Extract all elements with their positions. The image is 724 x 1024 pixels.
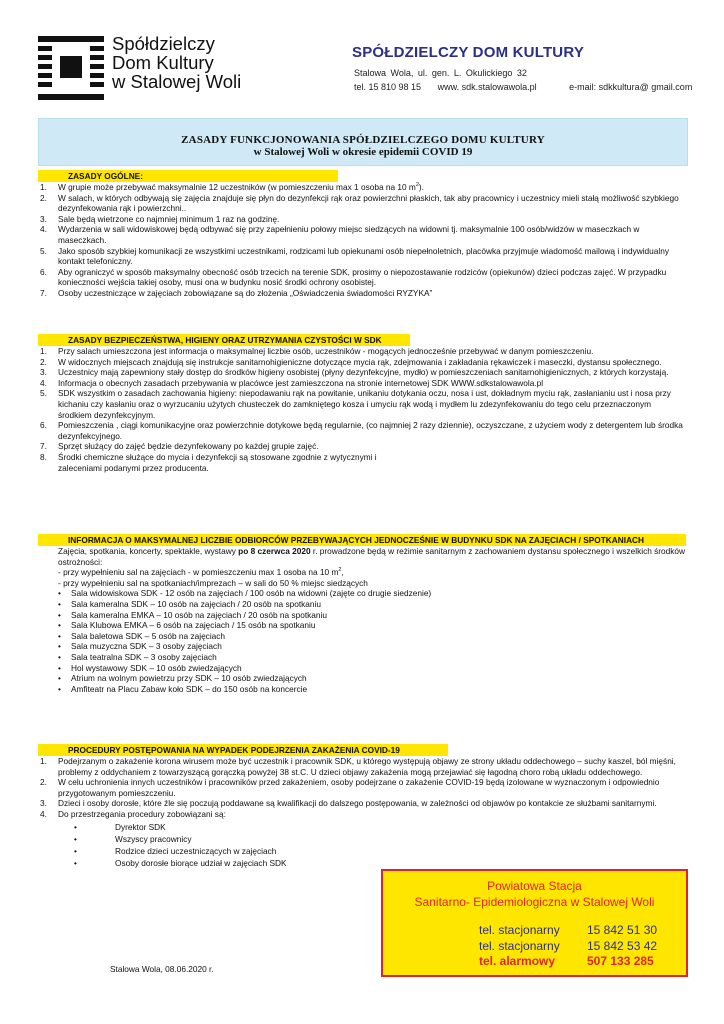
list-item: • Sala muzyczna SDK – 3 osoby zajęciach [38,641,686,652]
org-address: Stalowa Wola, ul. gen. L. Okulickiego 32 [354,68,527,78]
org-title: SPÓŁDZIELCZY DOM KULTURY [352,44,585,61]
list-item: 1. Podejrzanym o zakażenie korona wirusem może być uczestnik i pracownik SDK, u którego występują objawy ze strony układu oddechowego – suchy kaszel, ból mięśni, problemy z oddychaniem z towarzyszącą gorączką powyżej 38 st.C. U dzieci objawy zakażenia mogą przejawiać się łagodną choro robą układu oddechowego. [40,756,676,777]
org-contact-line [354,82,692,92]
section-general-rules [38,170,686,299]
rules-list [38,182,686,299]
list-item: 1. Przy salach umieszczona jest informacja o maksymalnej liczbie osób, uczestników - mogących jednocześnie przebywać w danym pomieszczeniu. [40,346,594,356]
phone-number[interactable]: 15 842 53 42 [587,939,658,953]
sdk-logo-icon [38,36,104,100]
list-item: • Sala teatralna SDK – 3 osoby zajęciach [38,652,686,663]
phone-label: tel. stacjonarny [479,923,560,937]
list-item: • Hol wystawowy SDK – 10 osób zwiedzających [38,663,686,674]
section-heading: ZASADY OGÓLNE: [38,170,338,182]
banner-title: ZASADY FUNKCJONOWANIA SPÓŁDZIELCZEGO DOMU KULTURY [181,134,545,146]
procedure-list [38,756,686,820]
list-item: 8. Środki chemiczne służące do mycia i dezynfekcji są stosowane zgodnie z wytycznymi i zaleceniami podanymi przez producenta. [40,451,377,473]
logo-line-1: Spółdzielczy [112,33,215,54]
list-item: • Atrium na wolnym powietrzu przy SDK – 10 osób zwiedzających [38,673,686,684]
section-covid-procedures [38,744,686,869]
place-and-date: Stalowa Wola, 08.06.2020 r. [110,964,214,974]
phone-label: tel. stacjonarny [479,939,560,953]
list-item: • Sala kameralna EMKA – 10 osób na zajęciach / 20 osób na spotkaniu [38,610,686,621]
contact-box-title: Powiatowa Stacja [487,879,582,893]
list-item: • Sala widowiskowa SDK - 12 osób na zajęciach / 100 osób na widowni (zajęte co drugie siedzenie) [38,588,686,599]
list-item: 4. Wydarzenia w sali widowiskowej będą odbywać się przy zapełnieniu połowy miejsc siedzących na widowni tj. maksymalnie 100 osób/widzów w maseczkach w maseczkach. [40,224,640,245]
list-item: 7. Sprzęt służący do zajęć będzie dezynfekowany po każdej grupie zajęć. [40,441,319,452]
list-item: 3. Sale będą wietrzone co najmniej minimum 1 raz na godzinę. [40,213,280,224]
list-item: • Rodzice dzieci uczestniczących w zajęciach [38,845,686,857]
capacity-rule-1: - przy wypełnieniu sal na zajęciach - w pomieszczeniu max 1 osoba na 10 $m^2$, [58,567,344,578]
alarm-phone-row [479,954,654,968]
room-capacity-list [38,588,686,694]
phone-label: tel. alarmowy [479,954,556,968]
phone-number[interactable]: 507 133 285 [587,954,654,968]
list-item: • Sala kameralna SDK – 10 osób na zajęciach / 20 osób na spotkaniu [38,599,686,610]
logo-line-3: w Stalowej Woli [112,71,242,92]
list-item: • Amfiteatr na Placu Zabaw koło SDK – do 150 osób na koncercie [38,684,686,695]
sanitary-station-contact-box [381,869,688,977]
list-item: • Sala baletowa SDK – 5 osób na zajęciach [38,631,686,642]
list-item: 6. Aby ograniczyć w sposób maksymalny obecność osób trzecich na terenie SDK, prosimy o niepozostawanie rodziców (opiekunów) dzieci podczas zajęć. W przypadku konieczności wejścia takiej osoby, musi ona w budynku nosić środki ochrony osobistej. [40,266,667,288]
section-safety-hygiene [38,334,686,473]
org-website[interactable]: www. sdk.stalowawola.pl [437,82,537,92]
phone-row [479,939,657,953]
contact-box-subtitle: Sanitarno- Epidemiologiczna w Stalowej Woli [414,895,655,909]
responsible-persons-list [38,821,686,869]
hygiene-list [38,346,686,473]
section-capacity-info [38,534,686,694]
list-item: 4. Informacja o obecnych zasadach przebywania w placówce jest zamieszczona na stronie internetowej SDK WWW.sdkstalowawola.pl [40,377,544,388]
capacity-intro: Zajęcia, spotkania, koncerty, spektakle, wystawy po 8 czerwca 2020 r. prowadzone będą w reżimie sanitarnym z zachowaniem dystansu społecznego i wszelkich środków ostrożności: [58,546,686,567]
section-heading: INFORMACJA O MAKSYMALNEJ LICZBIE ODBIORCÓW PRZEBYWAJĄCYCH JEDNOCZEŚNIE W BUDYNKU SDK NA ZAJĘCIACH / SPOTKANIACH [38,534,686,546]
list-item: • Osoby dorosłe biorące udział w zajęciach SDK [38,857,686,869]
banner-subtitle: w Stalowej Woli w okresie epidemii COVID 19 [253,146,473,158]
list-item: 2. W celu uchronienia innych uczestników i pracowników przed zakażeniem, osoby podejrzane o zakażenie COVID-19 będą izolowane w wyznaczonym i odpowiednio przygotowanym pomieszczeniu. [40,777,660,798]
list-item: 4. Do przestrzegania procedury zobowiązani są: [40,808,226,819]
list-item: • Wszyscy pracownicy [38,833,686,845]
org-phone: tel. 15 810 98 15 [354,82,422,92]
capacity-rule-2: - przy wypełnieniu sal na spotkaniach/imprezach – w sali do 50 % miejsc siedzących [58,577,368,588]
list-item: 2. W widocznych miejscach znajdują się instrukcje sanitarnohigieniczne dotyczące mycia rąk, zdejmowania i zakładania rękawiczek i maseczki, dystansu społecznego. [40,356,662,367]
section-heading: PROCEDURY POSTĘPOWANIA NA WYPADEK PODEJRZENIA ZAKAŻENIA COVID-19 [38,744,448,756]
list-item: 5. SDK wszystkim o zasadach zachowania higieny: niepodawaniu rąk na powitanie, unikaniu dotykania oczu, nosa i ust, dokładnym myciu rąk, zasłanianiu ust i nosa przy kichaniu czy kasłaniu oraz o wyrzucaniu użytych chusteczek do zamkniętego kosza i umyciu rąk wodą i mydłem lu zdezynfekowaniu do tego celu przeznaczonym środkiem dezynfekcyjnym. [40,388,671,420]
list-item: 3. Dzieci i osoby dorosłe, które źle się poczują poddawane są kwalifikacji do dalszego postępowania, w zależności od objawów po kontakcie ze służbami sanitarnymi. [40,798,657,809]
list-item: 6. Pomieszczenia , ciągi komunikacyjne oraz powierzchnie dotykowe będą regularnie, (co najmniej 2 razy dziennie), oczyszczane, z użyciem wody z detergentem lub środka dezynfekcyjnego. [40,420,683,441]
title-banner [38,118,688,166]
logo-wordmark [112,34,241,91]
list-item: 7. Osoby uczestniczące w zajęciach zobowiązane są do złożenia „Oświadczenia świadomości RYZYKA” [40,287,433,298]
list-item: 2. W salach, w których odbywają się zajęcia znajduje się płyn do dezynfekcji rąk oraz powierzchni płaskich, tak aby pracownicy i uczestnicy mieli stałą możliwość szybkiego dezynfekowania rąk i powierzchni.. [40,192,679,214]
list-item: 3. Uczestnicy mają zapewniony stały dostęp do środków higieny osobistej (płyny dezynfekcyjne, mydło) w pomieszczeniach sanitarnohigienicznych, z których korzystają. [40,367,669,378]
phone-number[interactable]: 15 842 51 30 [587,923,658,937]
logo-line-2: Dom Kultury [112,52,214,73]
list-item: • Sala Klubowa EMKA – 6 osób na zajęciach / 15 osób na spotkaniu [38,620,686,631]
section-heading: ZASADY BEZPIECZEŃSTWA, HIGIENY ORAZ UTRZYMANIA CZYSTOŚCI W SDK [38,334,410,346]
list-item: 1. W grupie może przebywać maksymalnie 12 uczestników (w pomieszczeniu max 1 osoba na 10 $m^2$). [40,182,424,192]
list-item: • Dyrektor SDK [38,821,686,833]
phone-row [479,923,657,937]
list-item: 5. Jako sposób szybkiej komunikacji ze wszystkimi uczestnikami, rodzicami lub opiekunami osób niepełnoletnich, placówka przyjmuje wiadomość mailową i indywidualny kontakt telefoniczny. [40,245,670,267]
org-email[interactable]: e-mail: sdkkultura@ gmail.com [569,82,693,92]
